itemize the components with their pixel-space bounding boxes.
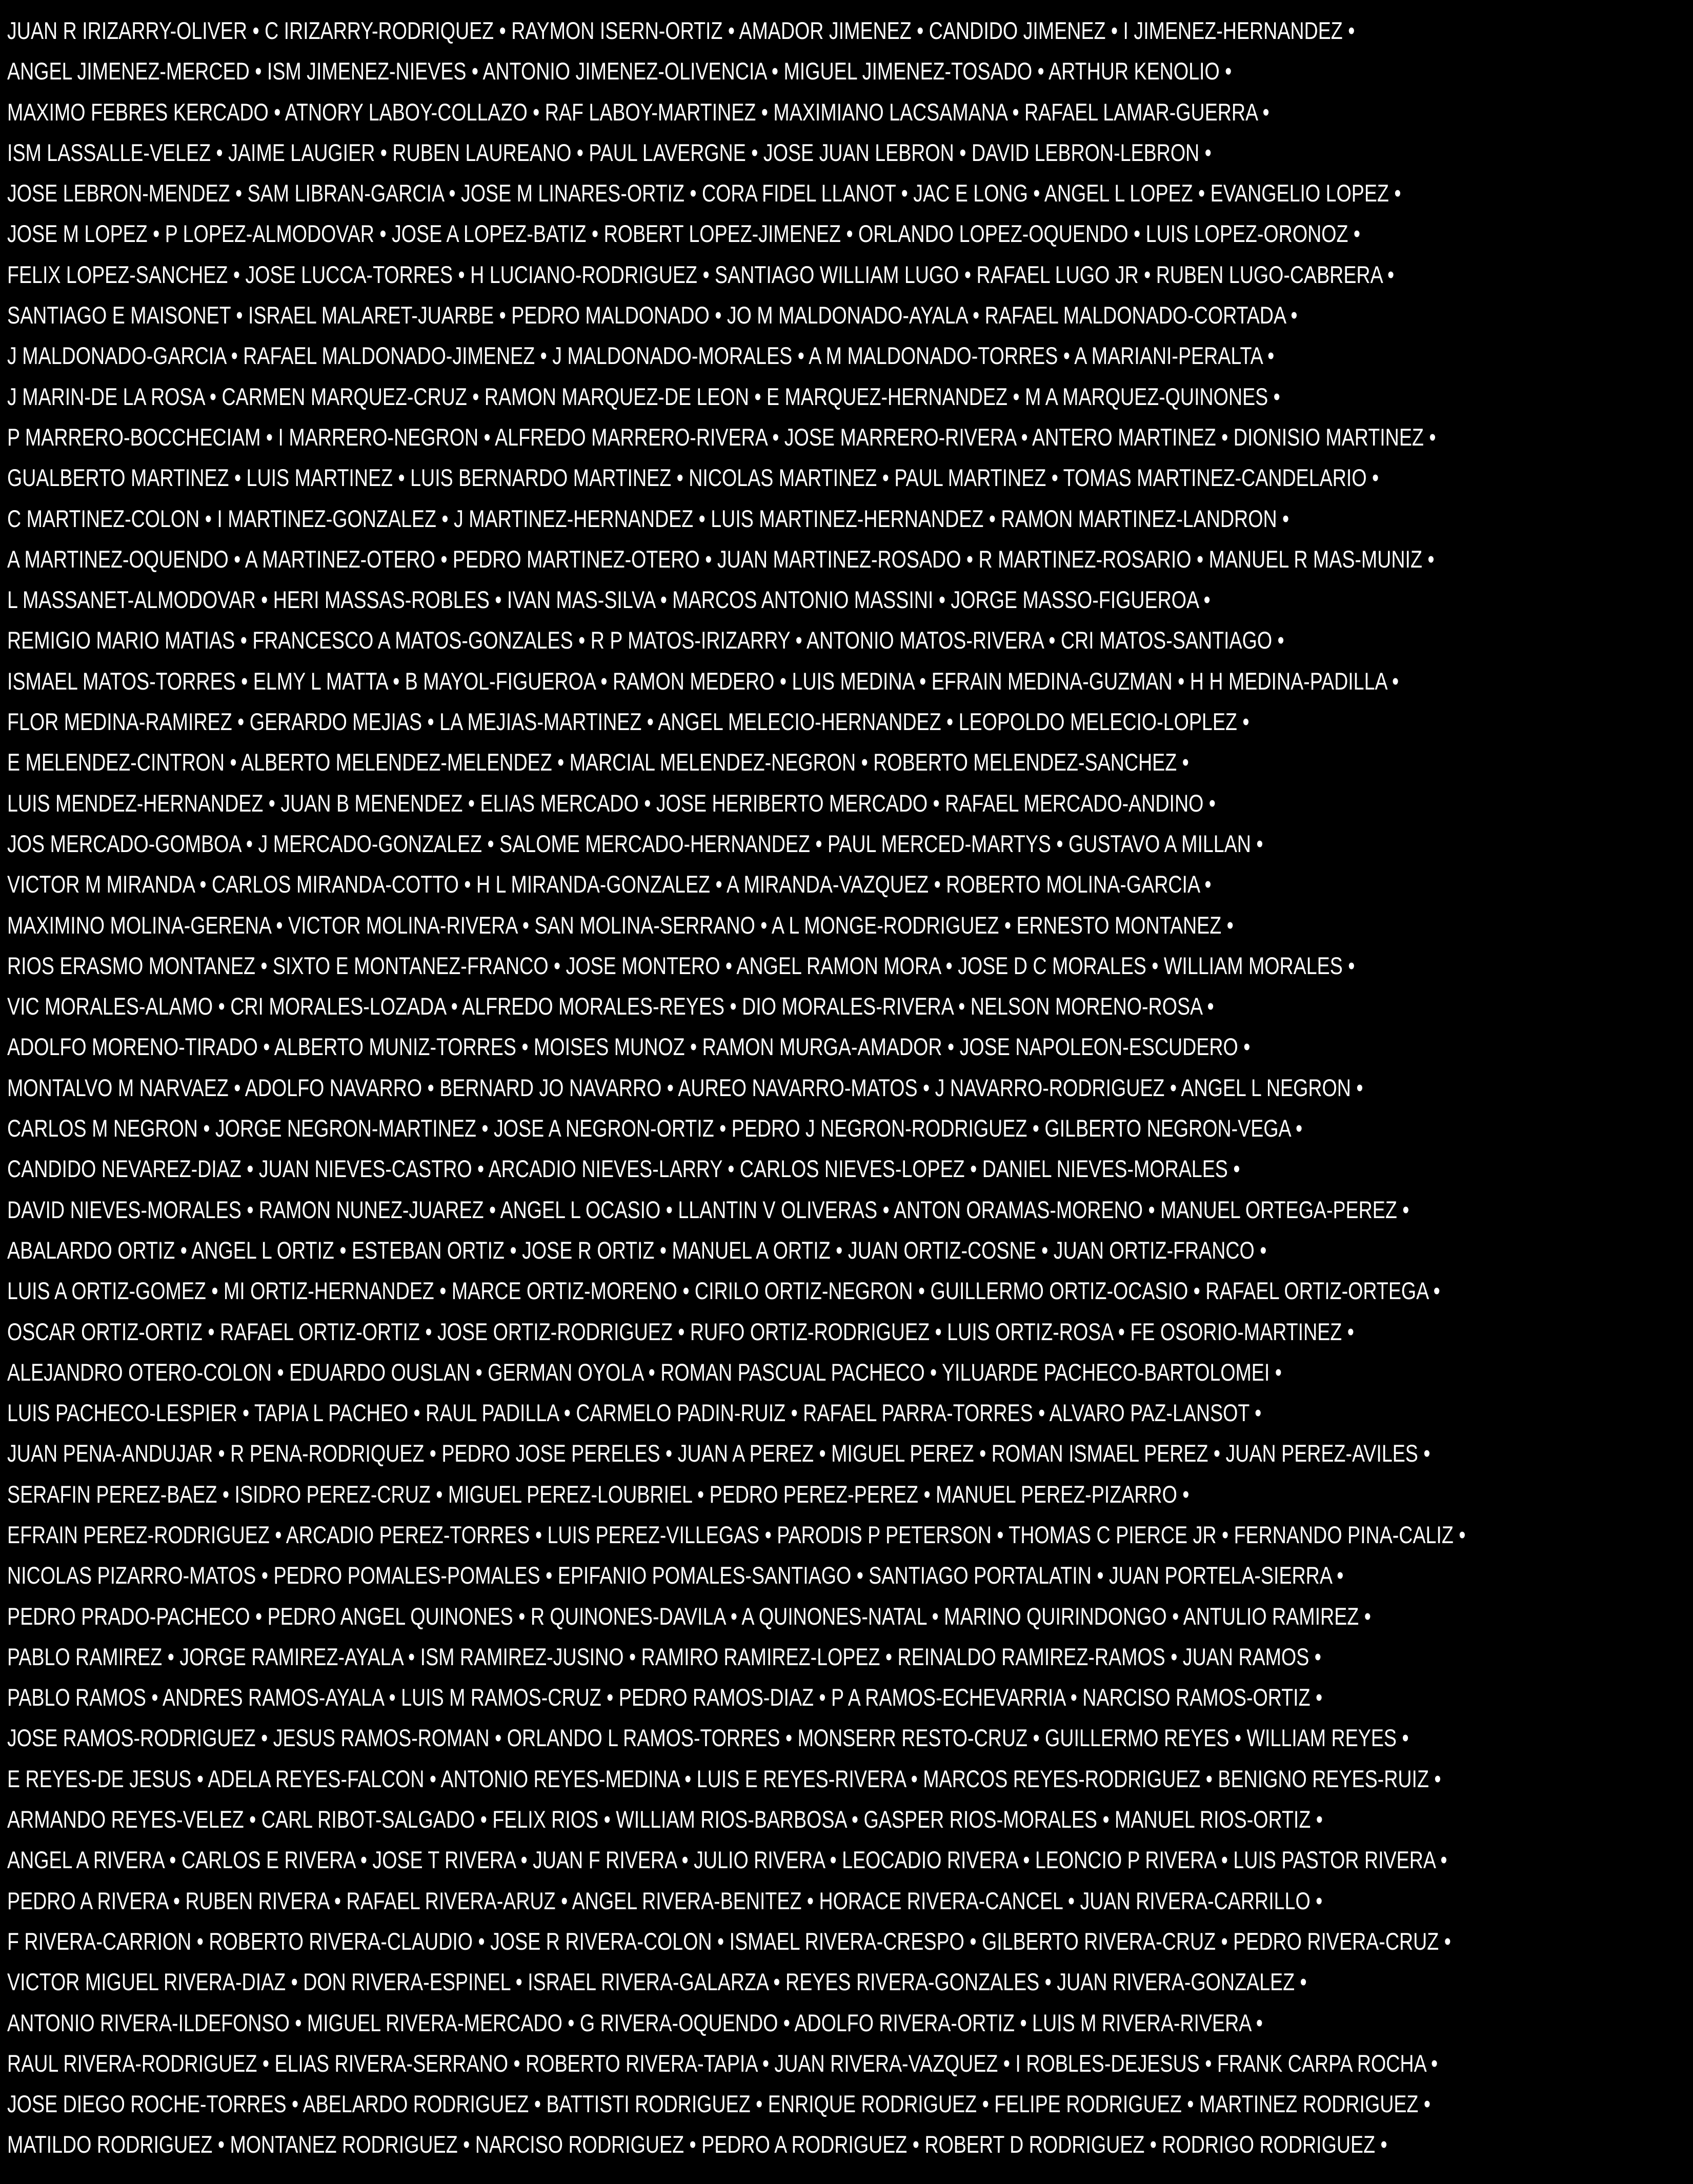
name-line: JOSE M LOPEZ • P LOPEZ-ALMODOVAR • JOSE A LOPEZ-BATIZ • ROBERT LOPEZ-JIMENEZ • ORLANDO LOPEZ-OQUENDO • LUIS LOPEZ-ORONOZ • — [7, 220, 1361, 248]
name-line: P MARRERO-BOCCHECIAM • I MARRERO-NEGRON • ALFREDO MARRERO-RIVERA • JOSE MARRERO-RIVERA • ANTERO MARTINEZ • DIONISIO MARTINEZ • — [7, 423, 1436, 451]
name-line: LUIS A ORTIZ-GOMEZ • MI ORTIZ-HERNANDEZ • MARCE ORTIZ-MORENO • CIRILO ORTIZ-NEGRON • GUILLERMO ORTIZ-OCASIO • RAFAEL ORTIZ-ORTEGA • — [7, 1277, 1440, 1305]
name-line: MATILDO RODRIGUEZ • MONTANEZ RODRIGUEZ • NARCISO RODRIGUEZ • PEDRO A RODRIGUEZ • ROBERT D RODRIGUEZ • RODRIGO RODRIGUEZ • — [7, 2131, 1387, 2158]
name-line: ANTONIO RIVERA-ILDEFONSO • MIGUEL RIVERA-MERCADO • G RIVERA-OQUENDO • ADOLFO RIVERA-ORTIZ • LUIS M RIVERA-RIVERA • — [7, 2009, 1263, 2036]
name-line: SANTIAGO E MAISONET • ISRAEL MALARET-JUARBE • PEDRO MALDONADO • JO M MALDONADO-AYALA • RAFAEL MALDONADO-CORTADA • — [7, 301, 1298, 329]
name-line: OSCAR ORTIZ-ORTIZ • RAFAEL ORTIZ-ORTIZ • JOSE ORTIZ-RODRIGUEZ • RUFO ORTIZ-RODRIGUEZ • LUIS ORTIZ-ROSA • FE OSORIO-MARTINEZ • — [7, 1318, 1354, 1345]
name-line: JUAN PENA-ANDUJAR • R PENA-RODRIQUEZ • PEDRO JOSE PERELES • JUAN A PEREZ • MIGUEL PEREZ • ROMAN ISMAEL PEREZ • JUAN PEREZ-AVILES • — [7, 1440, 1430, 1467]
name-line: PABLO RAMOS • ANDRES RAMOS-AYALA • LUIS M RAMOS-CRUZ • PEDRO RAMOS-DIAZ • P A RAMOS-ECHEVARRIA • NARCISO RAMOS-ORTIZ • — [7, 1684, 1323, 1711]
name-line: ALEJANDRO OTERO-COLON • EDUARDO OUSLAN • GERMAN OYOLA • ROMAN PASCUAL PACHECO • YILUARDE PACHECO-BARTOLOMEI • — [7, 1358, 1282, 1386]
name-line: E MELENDEZ-CINTRON • ALBERTO MELENDEZ-MELENDEZ • MARCIAL MELENDEZ-NEGRON • ROBERTO MELENDEZ-SANCHEZ • — [7, 749, 1189, 776]
name-line: ABALARDO ORTIZ • ANGEL L ORTIZ • ESTEBAN ORTIZ • JOSE R ORTIZ • MANUEL A ORTIZ • JUAN ORTIZ-COSNE • JUAN ORTIZ-FRANCO • — [7, 1236, 1267, 1264]
name-line: JOSE RAMOS-RODRIGUEZ • JESUS RAMOS-ROMAN • ORLANDO L RAMOS-TORRES • MONSERR RESTO-CRUZ • GUILLERMO REYES • WILLIAM REYES • — [7, 1724, 1409, 1752]
name-line: E REYES-DE JESUS • ADELA REYES-FALCON • ANTONIO REYES-MEDINA • LUIS E REYES-RIVERA • MARCOS REYES-RODRIGUEZ • BENIGNO REYES-RUIZ • — [7, 1765, 1441, 1792]
name-line: FLOR MEDINA-RAMIREZ • GERARDO MEJIAS • LA MEJIAS-MARTINEZ • ANGEL MELECIO-HERNANDEZ • LEOPOLDO MELECIO-LOPLEZ • — [7, 708, 1249, 736]
name-line: GUALBERTO MARTINEZ • LUIS MARTINEZ • LUIS BERNARDO MARTINEZ • NICOLAS MARTINEZ • PAUL MARTINEZ • TOMAS MARTINEZ-CANDELARIO • — [7, 464, 1379, 492]
name-line: VICTOR MIGUEL RIVERA-DIAZ • DON RIVERA-ESPINEL • ISRAEL RIVERA-GALARZA • REYES RIVERA-GONZALES • JUAN RIVERA-GONZALEZ • — [7, 1968, 1307, 1996]
name-line: DAVID NIEVES-MORALES • RAMON NUNEZ-JUAREZ • ANGEL L OCASIO • LLANTIN V OLIVERAS • ANTON ORAMAS-MORENO • MANUEL ORTEGA-PEREZ • — [7, 1196, 1409, 1223]
name-line: PEDRO A RIVERA • RUBEN RIVERA • RAFAEL RIVERA-ARUZ • ANGEL RIVERA-BENITEZ • HORACE RIVERA-CANCEL • JUAN RIVERA-CARRILLO • — [7, 1887, 1323, 1914]
name-line: VICTOR M MIRANDA • CARLOS MIRANDA-COTTO • H L MIRANDA-GONZALEZ • A MIRANDA-VAZQUEZ • ROBERTO MOLINA-GARCIA • — [7, 871, 1212, 898]
name-line: MAXIMO FEBRES KERCADO • ATNORY LABOY-COLLAZO • RAF LABOY-MARTINEZ • MAXIMIANO LACSAMANA • RAFAEL LAMAR-GUERRA • — [7, 98, 1269, 126]
name-line: CANDIDO NEVAREZ-DIAZ • JUAN NIEVES-CASTRO • ARCADIO NIEVES-LARRY • CARLOS NIEVES-LOPEZ • DANIEL NIEVES-MORALES • — [7, 1155, 1240, 1183]
name-line: FELIX LOPEZ-SANCHEZ • JOSE LUCCA-TORRES • H LUCIANO-RODRIGUEZ • SANTIAGO WILLIAM LUGO • RAFAEL LUGO JR • RUBEN LUGO-CABRERA • — [7, 260, 1395, 288]
name-line: RAUL RIVERA-RODRIGUEZ • ELIAS RIVERA-SERRANO • ROBERTO RIVERA-TAPIA • JUAN RIVERA-VAZQUEZ • I ROBLES-DEJESUS • FRANK CARPA ROCHA • — [7, 2049, 1438, 2077]
name-line: L MASSANET-ALMODOVAR • HERI MASSAS-ROBLES • IVAN MAS-SILVA • MARCOS ANTONIO MASSINI • JORGE MASSO-FIGUEROA • — [7, 586, 1211, 614]
name-line: JOSE LEBRON-MENDEZ • SAM LIBRAN-GARCIA • JOSE M LINARES-ORTIZ • CORA FIDEL LLANOT • JAC E LONG • ANGEL L LOPEZ • EVANGELIO LOPEZ • — [7, 179, 1401, 207]
name-line: ARMANDO REYES-VELEZ • CARL RIBOT-SALGADO • FELIX RIOS • WILLIAM RIOS-BARBOSA • GASPER RIOS-MORALES • MANUEL RIOS-ORTIZ • — [7, 1806, 1323, 1833]
name-line: LUIS PACHECO-LESPIER • TAPIA L PACHEO • RAUL PADILLA • CARMELO PADIN-RUIZ • RAFAEL PARRA-TORRES • ALVARO PAZ-LANSOT • — [7, 1399, 1262, 1427]
name-line: JOS MERCADO-GOMBOA • J MERCADO-GONZALEZ • SALOME MERCADO-HERNANDEZ • PAUL MERCED-MARTYS • GUSTAVO A MILLAN • — [7, 830, 1263, 857]
name-line: NICOLAS PIZARRO-MATOS • PEDRO POMALES-POMALES • EPIFANIO POMALES-SANTIAGO • SANTIAGO PORTALATIN • JUAN PORTELA-SIERRA • — [7, 1562, 1344, 1589]
name-line: MONTALVO M NARVAEZ • ADOLFO NAVARRO • BERNARD JO NAVARRO • AUREO NAVARRO-MATOS • J NAVARRO-RODRIGUEZ • ANGEL L NEGRON • — [7, 1074, 1363, 1101]
name-line: REMIGIO MARIO MATIAS • FRANCESCO A MATOS-GONZALES • R P MATOS-IRIZARRY • ANTONIO MATOS-RIVERA • CRI MATOS-SANTIAGO • — [7, 626, 1284, 654]
name-line: PEDRO PRADO-PACHECO • PEDRO ANGEL QUINONES • R QUINONES-DAVILA • A QUINONES-NATAL • MARINO QUIRINDONGO • ANTULIO RAMIREZ • — [7, 1602, 1371, 1630]
name-line: ANGEL JIMENEZ-MERCED • ISM JIMENEZ-NIEVES • ANTONIO JIMENEZ-OLIVENCIA • MIGUEL JIMENEZ-TOSADO • ARTHUR KENOLIO • — [7, 57, 1232, 85]
name-line: PABLO RAMIREZ • JORGE RAMIREZ-AYALA • ISM RAMIREZ-JUSINO • RAMIRO RAMIREZ-LOPEZ • REINALDO RAMIREZ-RAMOS • JUAN RAMOS • — [7, 1643, 1321, 1670]
name-line: ISMAEL MATOS-TORRES • ELMY L MATTA • B MAYOL-FIGUEROA • RAMON MEDERO • LUIS MEDINA • EFRAIN MEDINA-GUZMAN • H H MEDINA-PADILLA • — [7, 667, 1399, 695]
name-line: SERAFIN PEREZ-BAEZ • ISIDRO PEREZ-CRUZ • MIGUEL PEREZ-LOUBRIEL • PEDRO PEREZ-PEREZ • MANUEL PEREZ-PIZARRO • — [7, 1480, 1190, 1508]
name-line: ISM LASSALLE-VELEZ • JAIME LAUGIER • RUBEN LAUREANO • PAUL LAVERGNE • JOSE JUAN LEBRON • DAVID LEBRON-LEBRON • — [7, 138, 1212, 166]
name-line: VIC MORALES-ALAMO • CRI MORALES-LOZADA • ALFREDO MORALES-REYES • DIO MORALES-RIVERA • NELSON MORENO-ROSA • — [7, 993, 1214, 1020]
name-line: RIOS ERASMO MONTANEZ • SIXTO E MONTANEZ-FRANCO • JOSE MONTERO • ANGEL RAMON MORA • JOSE D C MORALES • WILLIAM MORALES • — [7, 952, 1355, 979]
name-line: CARLOS M NEGRON • JORGE NEGRON-MARTINEZ • JOSE A NEGRON-ORTIZ • PEDRO J NEGRON-RODRIGUEZ • GILBERTO NEGRON-VEGA • — [7, 1115, 1303, 1142]
name-line: EFRAIN PEREZ-RODRIGUEZ • ARCADIO PEREZ-TORRES • LUIS PEREZ-VILLEGAS • PARODIS P PETERSON • THOMAS C PIERCE JR • FERNANDO PINA-CALIZ • — [7, 1521, 1466, 1548]
name-line: MAXIMINO MOLINA-GERENA • VICTOR MOLINA-RIVERA • SAN MOLINA-SERRANO • A L MONGE-RODRIGUEZ • ERNESTO MONTANEZ • — [7, 911, 1234, 939]
name-line: ANGEL A RIVERA • CARLOS E RIVERA • JOSE T RIVERA • JUAN F RIVERA • JULIO RIVERA • LEOCADIO RIVERA • LEONCIO P RIVERA • LUIS PASTOR RIVERA • — [7, 1846, 1447, 1874]
name-line: LUIS MENDEZ-HERNANDEZ • JUAN B MENENDEZ • ELIAS MERCADO • JOSE HERIBERTO MERCADO • RAFAEL MERCADO-ANDINO • — [7, 789, 1216, 817]
name-line: J MALDONADO-GARCIA • RAFAEL MALDONADO-JIMENEZ • J MALDONADO-MORALES • A M MALDONADO-TORRES • A MARIANI-PERALTA • — [7, 342, 1275, 370]
name-line: JUAN R IRIZARRY-OLIVER • C IRIZARRY-RODRIQUEZ • RAYMON ISERN-ORTIZ • AMADOR JIMENEZ • CANDIDO JIMENEZ • I JIMENEZ-HERNANDEZ • — [7, 17, 1355, 44]
name-line: JOSE DIEGO ROCHE-TORRES • ABELARDO RODRIGUEZ • BATTISTI RODRIGUEZ • ENRIQUE RODRIGUEZ • FELIPE RODRIGUEZ • MARTINEZ RODRIGUEZ • — [7, 2090, 1431, 2118]
memorial-name-wall — [7, 10, 1689, 2165]
name-line: A MARTINEZ-OQUENDO • A MARTINEZ-OTERO • PEDRO MARTINEZ-OTERO • JUAN MARTINEZ-ROSADO • R MARTINEZ-ROSARIO • MANUEL R MAS-MUNIZ • — [7, 545, 1435, 573]
name-line: ADOLFO MORENO-TIRADO • ALBERTO MUNIZ-TORRES • MOISES MUNOZ • RAMON MURGA-AMADOR • JOSE NAPOLEON-ESCUDERO • — [7, 1033, 1251, 1061]
name-line: C MARTINEZ-COLON • I MARTINEZ-GONZALEZ • J MARTINEZ-HERNANDEZ • LUIS MARTINEZ-HERNANDEZ • RAMON MARTINEZ-LANDRON • — [7, 504, 1289, 532]
name-line: F RIVERA-CARRION • ROBERTO RIVERA-CLAUDIO • JOSE R RIVERA-COLON • ISMAEL RIVERA-CRESPO • GILBERTO RIVERA-CRUZ • PEDRO RIVERA-CRUZ • — [7, 1927, 1451, 1955]
name-line: J MARIN-DE LA ROSA • CARMEN MARQUEZ-CRUZ • RAMON MARQUEZ-DE LEON • E MARQUEZ-HERNANDEZ • M A MARQUEZ-QUINONES • — [7, 382, 1280, 410]
